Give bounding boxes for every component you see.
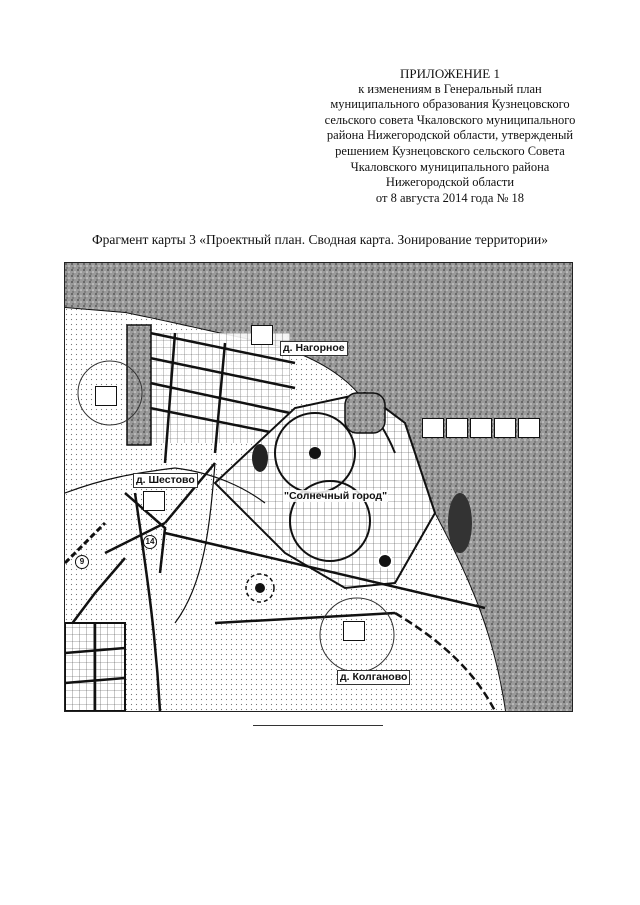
forest-zone-icon xyxy=(251,325,273,345)
label-kolganovo: д. Колганово xyxy=(337,670,410,685)
residential-zone-icon xyxy=(95,386,117,406)
appendix-line: Нижегородской области xyxy=(385,175,515,190)
zoning-map xyxy=(64,262,573,712)
appendix-line: к изменениям в Генеральный план xyxy=(358,81,542,96)
appendix-header xyxy=(300,66,600,206)
appendix-title: ПРИЛОЖЕНИЕ 1 xyxy=(400,66,500,81)
marker-14: 14 xyxy=(143,535,157,549)
appendix-line: решением Кузнецовского сельского Совета xyxy=(335,143,565,158)
marker-9: 9 xyxy=(75,555,89,569)
map-fragment-title: Фрагмент карты 3 «Проектный план. Сводная карта. Зонирование территории» xyxy=(92,232,548,247)
appendix-line: Чкаловского муниципального района xyxy=(350,159,550,174)
label-shestovo: д. Шестово xyxy=(133,473,198,488)
appendix-line: от 8 августа 2014 года № 18 xyxy=(375,190,525,205)
legend-icon-3 xyxy=(470,418,492,438)
legend-icon-4 xyxy=(494,418,516,438)
appendix-line: сельского совета Чкаловского муниципального xyxy=(324,112,576,127)
appendix-line: района Нижегородской области, утвержденый xyxy=(326,128,574,143)
separator-line xyxy=(253,725,383,726)
residential-zone-icon xyxy=(343,621,365,641)
appendix-line: муниципального образования Кузнецовского xyxy=(330,97,570,112)
legend-icon-2 xyxy=(446,418,468,438)
label-solnechny-gorod: "Солнечный город" xyxy=(284,490,388,502)
house-zone-icon xyxy=(143,491,165,511)
label-nagornoe: д. Нагорное xyxy=(280,341,348,356)
legend-icon-1 xyxy=(422,418,444,438)
legend-icon-5 xyxy=(518,418,540,438)
